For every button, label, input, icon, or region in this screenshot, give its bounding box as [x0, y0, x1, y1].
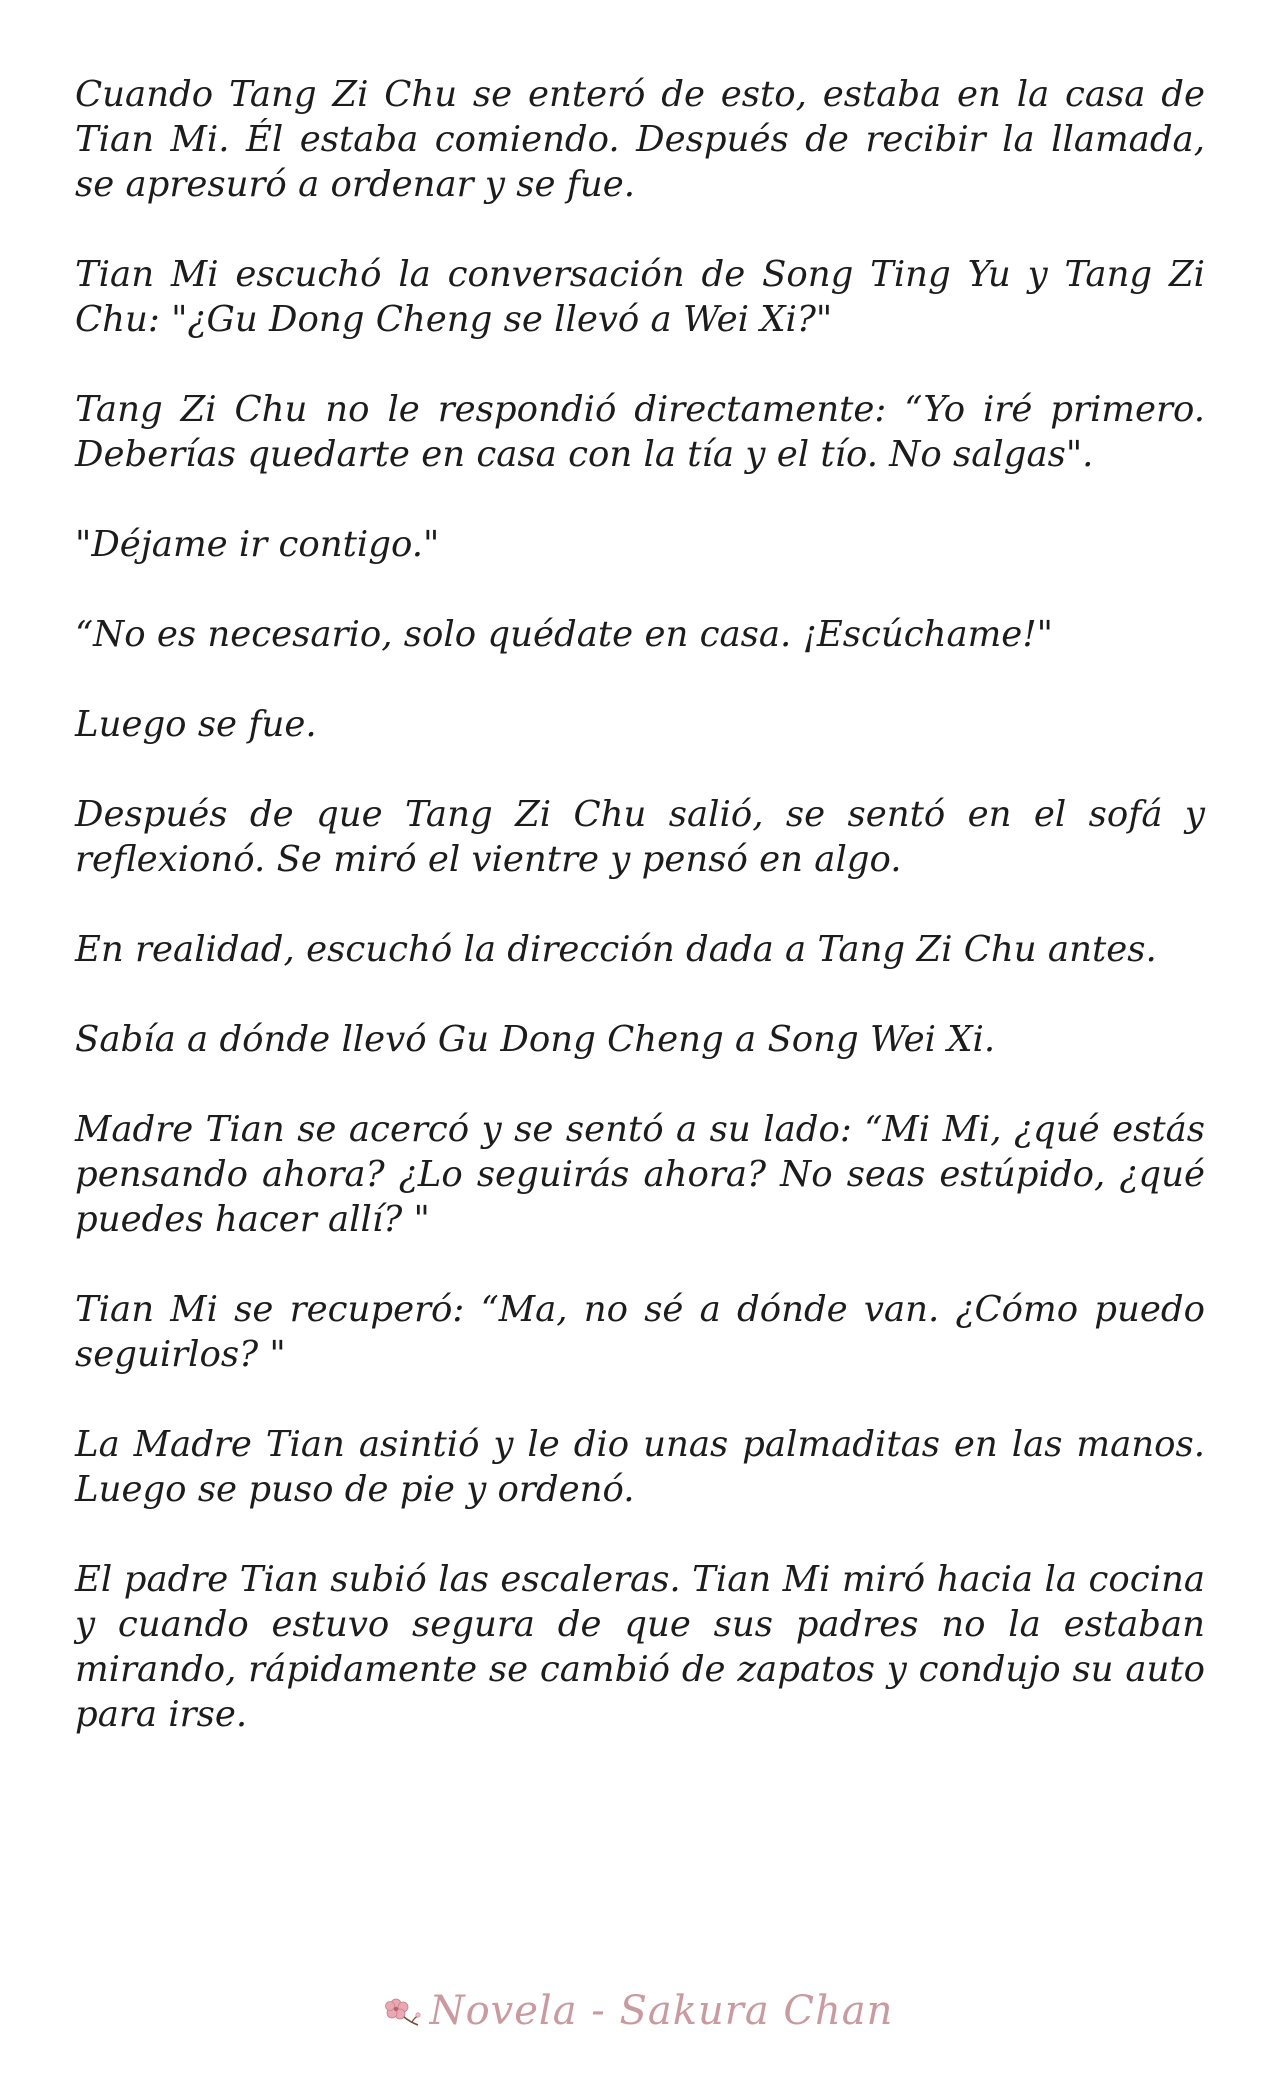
paragraph-13: El padre Tian subió las escaleras. Tian Mi miró hacia la cocina y cuando estuvo segura de que sus padres no la estaban mirando, rápidamente se cambió de zapatos y condujo su auto para irse. [75, 1559, 1205, 1735]
paragraph-2: Tian Mi escuchó la conversación de Song Ting Yu y Tang Zi Chu: "¿Gu Dong Cheng se llevó a Wei Xi?" [75, 254, 1205, 340]
paragraph-11: Tian Mi se recuperó: “Ma, no sé a dónde van. ¿Cómo puedo seguirlos? " [75, 1289, 1205, 1375]
paragraph-7: Después de que Tang Zi Chu salió, se sentó en el sofá y reflexionó. Se miró el vientre y pensó en algo. [75, 794, 1205, 880]
paragraph-9: Sabía a dónde llevó Gu Dong Cheng a Song Wei Xi. [75, 1019, 996, 1060]
footer-text: Novela - Sakura Chan [429, 1988, 894, 2034]
document-body [75, 72, 1205, 1782]
paragraph-8: En realidad, escuchó la dirección dada a Tang Zi Chu antes. [75, 929, 1157, 970]
paragraph-6: Luego se fue. [75, 704, 317, 745]
paragraph-3: Tang Zi Chu no le respondió directamente: “Yo iré primero. Deberías quedarte en casa con la tía y el tío. No salgas". [75, 389, 1205, 475]
paragraph-12: La Madre Tian asintió y le dio unas palmaditas en las manos. Luego se puso de pie y ordenó. [75, 1424, 1205, 1510]
paragraph-5: “No es necesario, solo quédate en casa. ¡Escúchame!" [75, 614, 1053, 655]
paragraph-1: Cuando Tang Zi Chu se enteró de esto, estaba en la casa de Tian Mi. Él estaba comiendo. Después de recibir la llamada, se apresuró a ordenar y se fue. [75, 74, 1205, 205]
cherry-blossom-icon [382, 1993, 422, 2027]
footer-watermark [0, 1988, 1275, 2034]
paragraph-10: Madre Tian se acercó y se sentó a su lado: “Mi Mi, ¿qué estás pensando ahora? ¿Lo seguirás ahora? No seas estúpido, ¿qué puedes hacer allí? " [75, 1109, 1205, 1240]
paragraph-4: "Déjame ir contigo." [75, 524, 440, 565]
